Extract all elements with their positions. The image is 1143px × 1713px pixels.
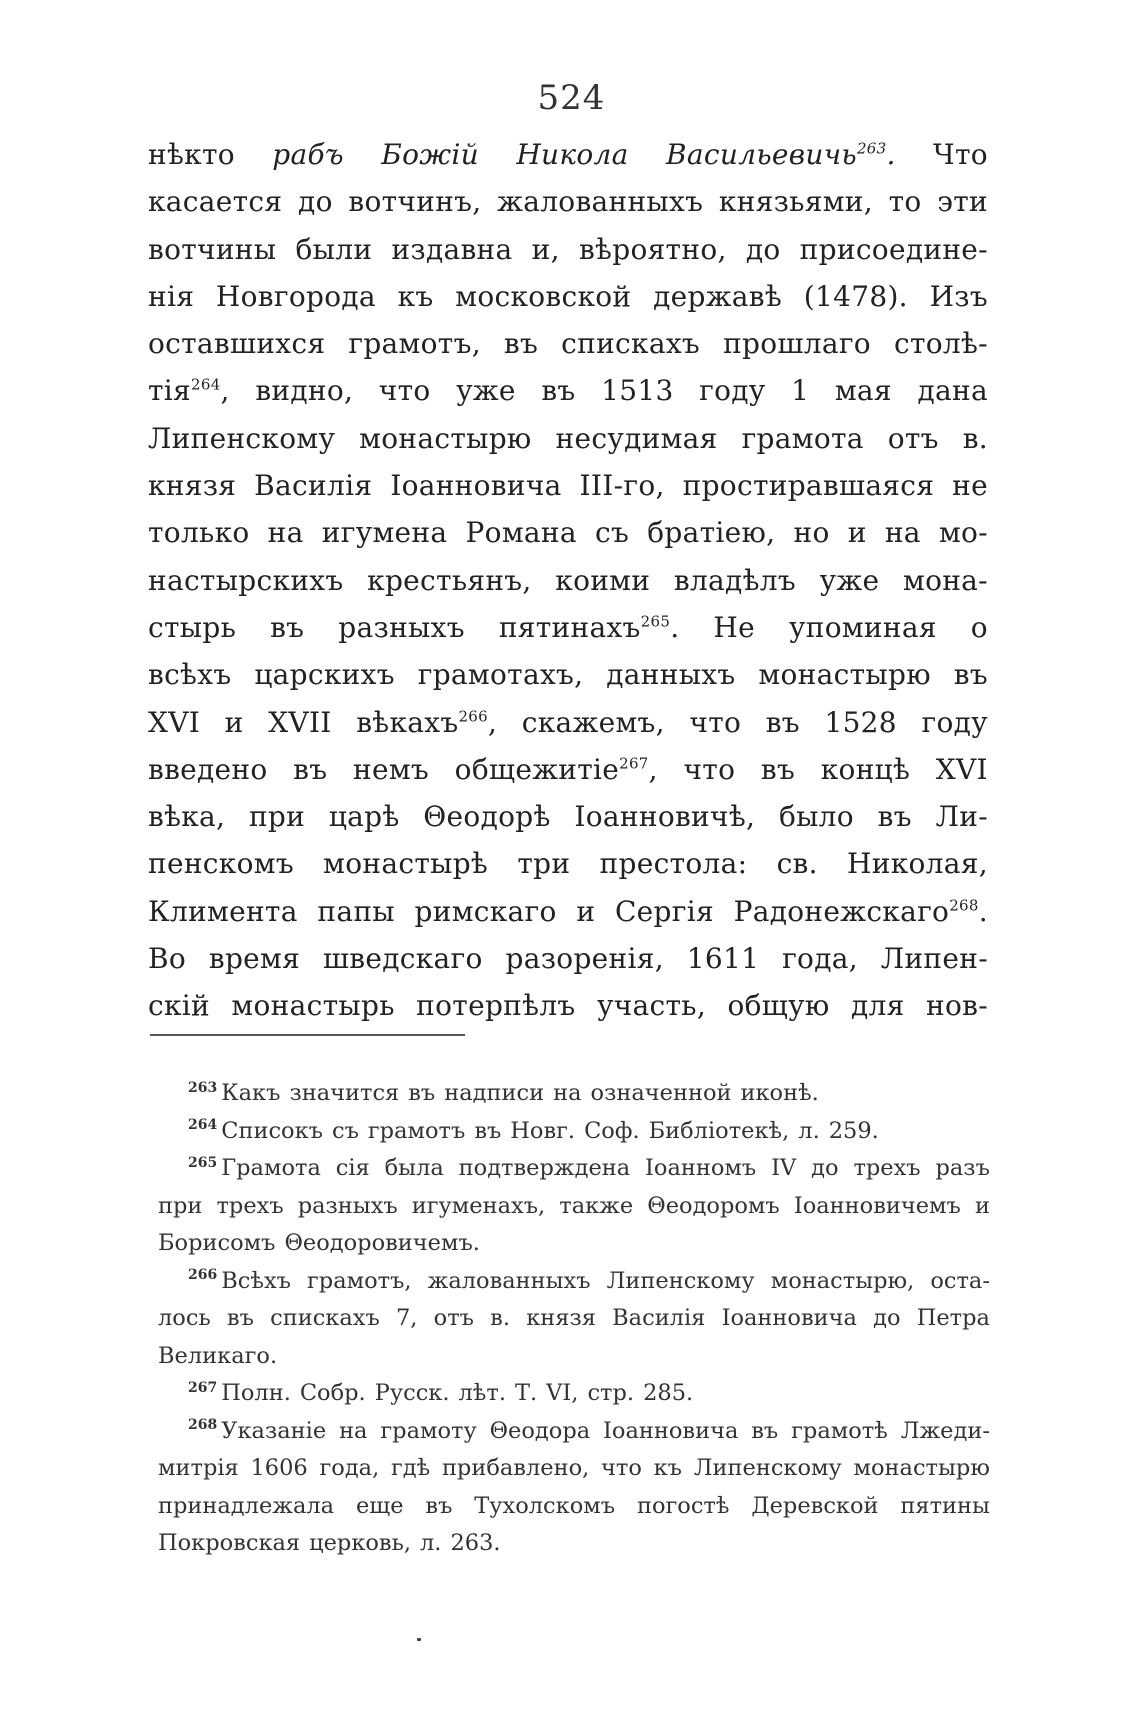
text-line: настырскихъ крестьянъ, коими владѣлъ уже мона- xyxy=(148,563,988,597)
footnote-ref: 265 xyxy=(640,612,671,631)
text-line: князя Василія Іоанновича III-го, простиравшаяся не xyxy=(148,469,988,503)
text-line: только на игумена Романа съ братіею, но и на мо- xyxy=(148,516,988,550)
text-line: введено въ немъ общежитіе$^{267}$, что въ концѣ XVI xyxy=(148,752,988,786)
footnote-line: $^{264}$ Списокъ съ грамотъ въ Новг. Соф. Библіотекѣ, л. 259. xyxy=(188,1117,879,1144)
footnote-line: митрія 1606 года, гдѣ прибавлено, что къ Липенскому монастырю xyxy=(158,1455,990,1481)
text-line: оставшихся грамотъ, въ спискахъ прошлаго столѣ- xyxy=(148,327,988,361)
footnote-line: $^{266}$ Всѣхъ грамотъ, жалованныхъ Липенскому монастырю, оста- xyxy=(188,1267,990,1294)
text-line: всѣхъ царскихъ грамотахъ, данныхъ монастырю въ xyxy=(148,658,988,692)
footnote-line: $^{267}$ Полн. Собр. Русск. лѣт. Т. VI, стр. 285. xyxy=(188,1379,694,1406)
footnote-line: принадлежала еще въ Тухолскомъ погостѣ Деревской пятины xyxy=(158,1492,990,1519)
footnote-ref: 263 xyxy=(856,139,887,158)
footnote-number: 263 xyxy=(188,1079,218,1096)
text-line: тія$^{264}$, видно, что уже въ 1513 году 1 мая дана xyxy=(148,374,988,408)
page-number: 524 xyxy=(537,78,606,118)
footnote-line: $^{263}$ Какъ значится въ надписи на означенной иконѣ. xyxy=(188,1079,819,1106)
print-speck xyxy=(417,1638,421,1641)
text-line: вотчины были издавна и, вѣроятно, до присоедине- xyxy=(148,232,988,266)
footnote-line: $^{268}$ Указаніе на грамоту Θеодора Іоанновича въ грамотѣ Лжеди- xyxy=(188,1417,990,1444)
footnote-line: Борисомъ Θеодоровичемъ. xyxy=(158,1230,480,1256)
footnote-line: лось въ спискахъ 7, отъ в. князя Василія Іоанновича до Петра xyxy=(158,1305,990,1331)
footnote-number: 265 xyxy=(188,1154,218,1171)
footnote-number: 267 xyxy=(188,1379,218,1396)
footnote-ref: 268 xyxy=(949,896,979,915)
footnote-ref: 267 xyxy=(619,754,649,773)
footnote-line: Покровская церковь, л. 263. xyxy=(158,1530,501,1556)
text-line: нія Новгорода къ московской державѣ (1478). Изъ xyxy=(148,279,988,313)
footnote-number: 268 xyxy=(188,1417,218,1433)
footnotes xyxy=(158,1080,990,1568)
footnote-line: $^{265}$ Грамота сія была подтверждена Іоанномъ IV до трехъ разъ xyxy=(188,1154,990,1181)
text-line: Во время шведскаго разоренія, 1611 года, Липен- xyxy=(148,942,988,976)
footnote-ref: 264 xyxy=(191,376,221,395)
footnote-divider xyxy=(150,1034,465,1036)
text-line: нѣкто рабъ Божій Никола Васильевичь$^{263}$. Что xyxy=(148,138,988,171)
footnote-ref: 266 xyxy=(458,707,488,726)
text-line: вѣка, при царѣ Θеодорѣ Іоанновичѣ, было въ Ли- xyxy=(148,800,988,834)
main-text xyxy=(148,138,988,1037)
footnote-number: 264 xyxy=(188,1117,218,1133)
footnote-line: Великаго. xyxy=(158,1342,278,1369)
text-line: Климента папы римскаго и Сергія Радонежскаго$^{268}$. xyxy=(148,894,988,928)
footnote-line: при трехъ разныхъ игуменахъ, также Θеодоромъ Іоанновичемъ и xyxy=(158,1192,990,1219)
footnote-number: 266 xyxy=(188,1267,218,1283)
text-line: XVI и XVII вѣкахъ$^{266}$, скажемъ, что въ 1528 году xyxy=(148,705,988,739)
text-line: Липенскому монастырю несудимая грамота отъ в. xyxy=(148,421,988,455)
text-line: стырь въ разныхъ пятинахъ$^{265}$. Не упоминая о xyxy=(148,610,988,644)
text-line: скій монастырь потерпѣлъ участь, общую для нов- xyxy=(148,989,988,1023)
text-line: пенскомъ монастырѣ три престола: св. Николая, xyxy=(148,847,988,881)
text-line: касается до вотчинъ, жалованныхъ князьями, то эти xyxy=(148,185,988,219)
